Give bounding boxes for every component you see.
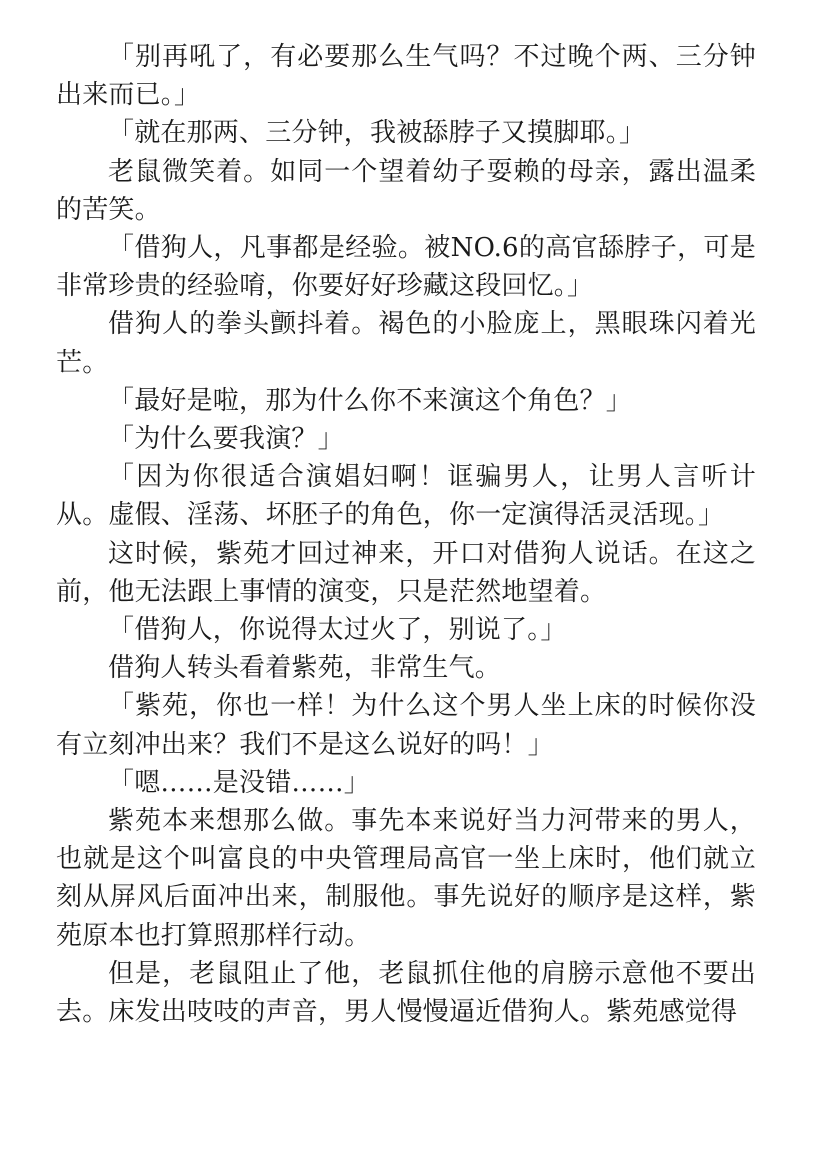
paragraph: 借狗人转头看着紫苑，非常生气。 <box>108 653 502 684</box>
paragraph: 老鼠微笑着。如同一个望着幼子耍赖的母亲，露出温柔的苦笑。 <box>56 156 756 225</box>
paragraph: 「别再吼了，有必要那么生气吗？不过晚个两、三分钟出来而已。」 <box>56 42 756 111</box>
paragraph: 「最好是啦，那为什么你不来演这个角色？」 <box>108 385 633 416</box>
paragraph: 借狗人的拳头颤抖着。褐色的小脸庞上，黑眼珠闪着光芒。 <box>56 309 756 378</box>
paragraph: 这时候，紫苑才回过神来，开口对借狗人说话。在这之前，他无法跟上事情的演变，只是茫然地望着。 <box>56 538 756 607</box>
paragraph: 「为什么要我演？」 <box>108 424 344 455</box>
paragraph: 「嗯……是没错……」 <box>108 767 371 798</box>
paragraph: 「因为你很适合演娼妇啊！诓骗男人，让男人言听计从。虚假、淫荡、坏胚子的角色，你一定演得活灵活现。」 <box>56 462 756 531</box>
paragraph: 「就在那两、三分钟，我被舔脖子又摸脚耶。」 <box>108 118 646 149</box>
paragraph: 紫苑本来想那么做。事先本来说好当力河带来的男人，也就是这个叫富良的中央管理局高官一坐上床时，他们就立刻从屏风后面冲出来，制服他。事先说好的顺序是这样，紫苑原本也打算照那样行动。 <box>56 806 756 951</box>
paragraph: 但是，老鼠阻止了他，老鼠抓住他的肩膀示意他不要出去。床发出吱吱的声音，男人慢慢逼近借狗人。紫苑感觉得 <box>56 958 756 1028</box>
paragraph: 「借狗人，凡事都是经验。被NO.6的高官舔脖子，可是非常珍贵的经验唷，你要好好珍藏这段回忆。」 <box>56 233 756 302</box>
paragraph: 「紫苑，你也一样！为什么这个男人坐上床的时候你没有立刻冲出来？我们不是这么说好的吗！」 <box>56 691 756 760</box>
paragraph: 「借狗人，你说得太过火了，别说了。」 <box>108 615 567 646</box>
book-page <box>56 38 756 1031</box>
